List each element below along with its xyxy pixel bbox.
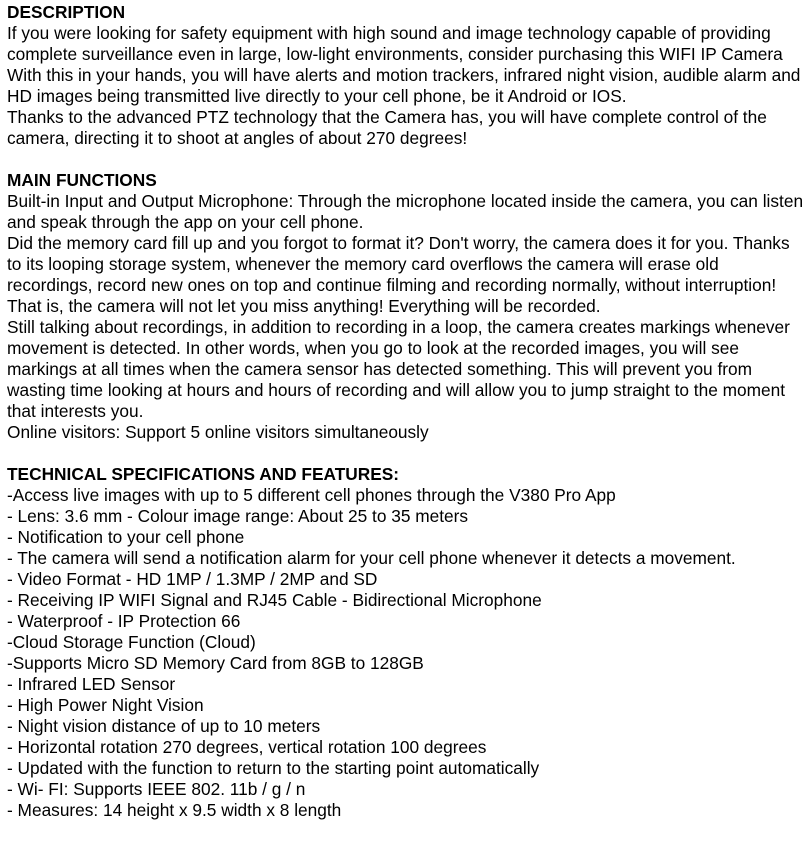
description-paragraph-3: Thanks to the advanced PTZ technology that the Camera has, you will have complete control of the camera, directing it to shoot at angles of about 270 degrees! <box>7 107 767 148</box>
main-functions-paragraph-2: Did the memory card fill up and you forgot to format it? Don't worry, the camera does it for you. Thanks to its looping storage system, whenever the memory card overflows the camera will erase old recordings, record new ones on top and continue filming and recording normally, without interruption! That is, the camera will not let you miss anything! Everything will be recorded. <box>7 233 790 316</box>
spec-item: - Updated with the function to return to the starting point automatically <box>7 758 540 778</box>
spec-item: - Infrared LED Sensor <box>7 674 176 694</box>
spec-item: - Wi- FI: Supports IEEE 802. 11b / g / n <box>7 779 306 799</box>
spec-item: - Night vision distance of up to 10 meters <box>7 716 321 736</box>
description-heading: DESCRIPTION <box>7 2 126 22</box>
main-functions-paragraph-1: Built-in Input and Output Microphone: Through the microphone located inside the camera, you can listen and speak through the app on your cell phone. <box>7 191 804 232</box>
spec-item: - Waterproof - IP Protection 66 <box>7 611 241 631</box>
spec-item: -Access live images with up to 5 different cell phones through the V380 Pro App <box>7 485 616 505</box>
spec-item: - Horizontal rotation 270 degrees, vertical rotation 100 degrees <box>7 737 487 757</box>
description-paragraph-2: With this in your hands, you will have alerts and motion trackers, infrared night vision, audible alarm and HD images being transmitted live directly to your cell phone, be it Android or IOS. <box>7 65 801 106</box>
spec-item: - High Power Night Vision <box>7 695 204 715</box>
main-functions-paragraph-3: Still talking about recordings, in addition to recording in a loop, the camera creates markings whenever movement is detected. In other words, when you go to look at the recorded images, you will see markings at all times when the camera sensor has detected something. This will prevent you from wasting time looking at hours and hours of recording and will allow you to jump straight to the moment that interests you. <box>7 317 790 421</box>
spec-item: - Video Format - HD 1MP / 1.3MP / 2MP and SD <box>7 569 378 589</box>
section-spacer <box>7 149 807 170</box>
technical-specs-heading: TECHNICAL SPECIFICATIONS AND FEATURES: <box>7 464 400 484</box>
technical-specs-section <box>7 464 807 821</box>
spec-item: -Cloud Storage Function (Cloud) <box>7 632 256 652</box>
product-document <box>7 2 807 821</box>
spec-item: -Supports Micro SD Memory Card from 8GB to 128GB <box>7 653 424 673</box>
spec-item: - Measures: 14 height x 9.5 width x 8 length <box>7 800 342 820</box>
spec-item: - Lens: 3.6 mm - Colour image range: About 25 to 35 meters <box>7 506 469 526</box>
section-spacer <box>7 443 807 464</box>
spec-item: - Notification to your cell phone <box>7 527 245 547</box>
spec-item: - The camera will send a notification alarm for your cell phone whenever it detects a movement. <box>7 548 736 568</box>
main-functions-paragraph-4: Online visitors: Support 5 online visitors simultaneously <box>7 422 429 442</box>
main-functions-heading: MAIN FUNCTIONS <box>7 170 157 190</box>
description-section <box>7 2 807 149</box>
spec-item: - Receiving IP WIFI Signal and RJ45 Cable - Bidirectional Microphone <box>7 590 542 610</box>
main-functions-section <box>7 170 807 443</box>
description-paragraph-1: If you were looking for safety equipment with high sound and image technology capable of providing complete surveillance even in large, low-light environments, consider purchasing this WIFI IP Camera <box>7 23 783 64</box>
